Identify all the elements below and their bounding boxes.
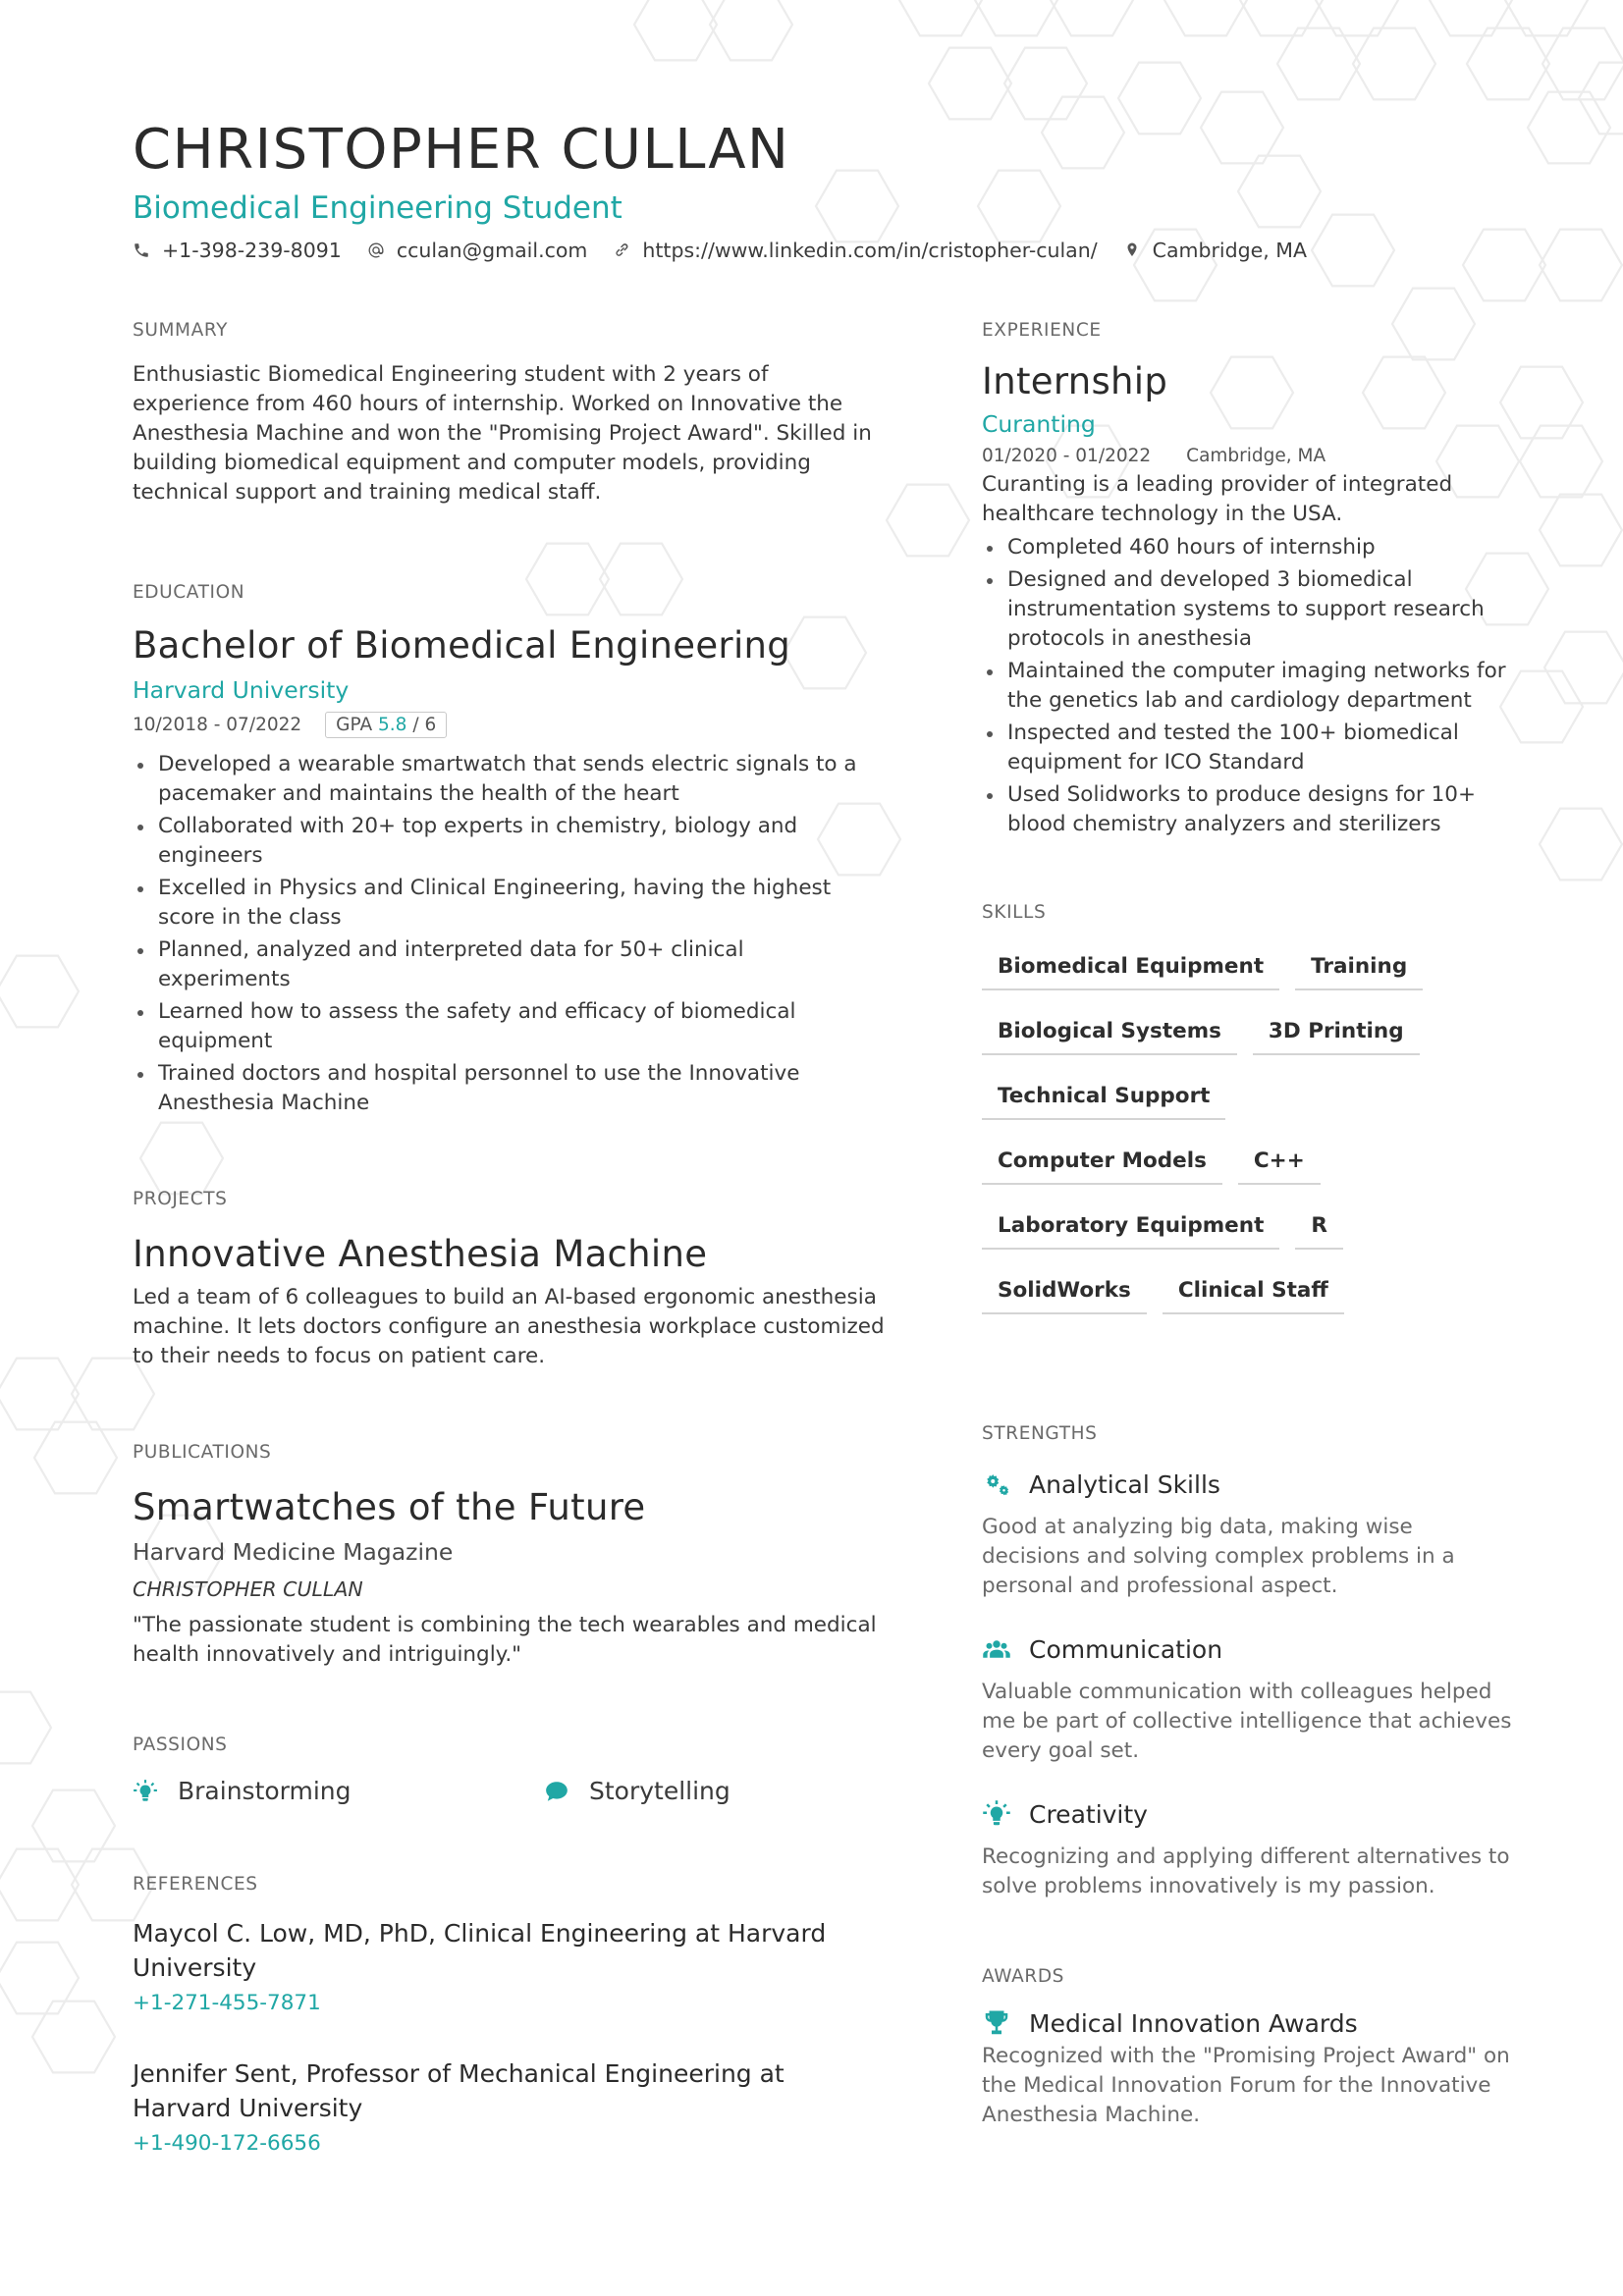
strength-title-text: Analytical Skills bbox=[1029, 1469, 1220, 1499]
location-pin-icon bbox=[1123, 241, 1141, 259]
strength-item bbox=[982, 1634, 1512, 1766]
skills-section bbox=[982, 902, 1512, 1343]
skill-tag: Training bbox=[1295, 954, 1423, 990]
gpa-max: / 6 bbox=[412, 715, 437, 735]
school-name: Harvard University bbox=[133, 676, 350, 704]
summary-heading: SUMMARY bbox=[133, 320, 229, 341]
skill-tag: C++ bbox=[1238, 1148, 1321, 1185]
candidate-name: CHRISTOPHER CULLAN bbox=[133, 118, 790, 182]
skill-tag: SolidWorks bbox=[982, 1278, 1147, 1314]
list-item: Developed a wearable smartwatch that sends electric signals to a pacemaker and maintains the health of the heart bbox=[133, 750, 879, 809]
skill-tag: Biomedical Equipment bbox=[982, 954, 1279, 990]
award-description: Recognized with the "Promising Project Award" on the Medical Innovation Forum for the Innovative Anesthesia Machine. bbox=[982, 2044, 1510, 2127]
contact-phone[interactable] bbox=[133, 239, 342, 262]
gears-icon bbox=[982, 1469, 1011, 1499]
award-title bbox=[982, 2008, 1512, 2038]
publications-section bbox=[133, 1442, 889, 1670]
speech-bubble-icon bbox=[544, 1779, 569, 1804]
experience-bullets bbox=[982, 533, 1512, 839]
projects-heading: PROJECTS bbox=[133, 1189, 228, 1209]
passion-label: Brainstorming bbox=[178, 1777, 352, 1805]
strengths-heading: STRENGTHS bbox=[982, 1423, 1098, 1444]
reference-name: Maycol C. Low, MD, PhD, Clinical Engineering at Harvard University bbox=[133, 1919, 827, 1982]
gpa-value: 5.8 bbox=[378, 715, 407, 735]
experience-meta bbox=[982, 446, 1512, 466]
skills-list bbox=[982, 954, 1492, 1343]
publication-publisher: Harvard Medicine Magazine bbox=[133, 1538, 454, 1566]
reference-item bbox=[133, 1916, 889, 2015]
skill-tag: Technical Support bbox=[982, 1084, 1225, 1120]
skills-heading: SKILLS bbox=[982, 902, 1047, 923]
strength-title bbox=[982, 1634, 1512, 1664]
award-title-text: Medical Innovation Awards bbox=[1029, 2008, 1358, 2038]
projects-section bbox=[133, 1189, 889, 1371]
list-item: Maintained the computer imaging networks for the genetics lab and cardiology department bbox=[982, 657, 1512, 716]
experience-role: Internship bbox=[982, 360, 1168, 402]
location-text: Cambridge, MA bbox=[1152, 239, 1308, 262]
strength-description: Valuable communication with colleagues helped me be part of collective intelligence that achieves every goal set. bbox=[982, 1680, 1512, 1763]
skill-tag: Laboratory Equipment bbox=[982, 1213, 1279, 1250]
publication-title: Smartwatches of the Future bbox=[133, 1486, 646, 1528]
list-item: Collaborated with 20+ top experts in chemistry, biology and engineers bbox=[133, 812, 879, 871]
right-column bbox=[982, 320, 1512, 2130]
list-item: Used Solidworks to produce designs for 10+ blood chemistry analyzers and sterilizers bbox=[982, 780, 1512, 839]
passion-item bbox=[133, 1777, 544, 1805]
list-item: Excelled in Physics and Clinical Engineering, having the highest score in the class bbox=[133, 874, 879, 933]
list-item: Planned, analyzed and interpreted data for 50+ clinical experiments bbox=[133, 935, 879, 994]
experience-dates: 01/2020 - 01/2022 bbox=[982, 446, 1152, 466]
project-text: Led a team of 6 colleagues to build an AI-based ergonomic anesthesia machine. It lets doctors configure an anesthesia workplace customized to their needs to focus on patient care. bbox=[133, 1285, 885, 1368]
strengths-section bbox=[982, 1423, 1512, 1901]
awards-heading: AWARDS bbox=[982, 1966, 1065, 1987]
reference-phone[interactable]: +1-271-455-7871 bbox=[133, 1991, 321, 2015]
passions-section bbox=[133, 1735, 889, 1805]
list-item: Designed and developed 3 biomedical instrumentation systems to support research protocols in anesthesia bbox=[982, 565, 1512, 654]
references-heading: REFERENCES bbox=[133, 1874, 258, 1895]
list-item: Trained doctors and hospital personnel to use the Innovative Anesthesia Machine bbox=[133, 1059, 879, 1118]
education-heading: EDUCATION bbox=[133, 582, 245, 603]
trophy-icon bbox=[982, 2008, 1011, 2038]
publication-quote: "The passionate student is combining the tech wearables and medical health innovatively and intriguingly." bbox=[133, 1613, 877, 1667]
publications-heading: PUBLICATIONS bbox=[133, 1442, 272, 1463]
strength-description: Recognizing and applying different alternatives to solve problems innovatively is my passion. bbox=[982, 1844, 1510, 1898]
strength-title-text: Creativity bbox=[1029, 1799, 1148, 1829]
experience-heading: EXPERIENCE bbox=[982, 320, 1102, 341]
contact-email[interactable] bbox=[367, 239, 588, 262]
experience-company: Curanting bbox=[982, 410, 1096, 438]
references-section bbox=[133, 1874, 889, 2156]
strength-description: Good at analyzing big data, making wise decisions and solving complex problems in a personal and professional aspect. bbox=[982, 1515, 1455, 1598]
strength-title-text: Communication bbox=[1029, 1634, 1223, 1664]
summary-section bbox=[133, 320, 889, 507]
awards-section bbox=[982, 1966, 1512, 2130]
phone-text: +1-398-239-8091 bbox=[162, 239, 342, 262]
degree-title: Bachelor of Biomedical Engineering bbox=[133, 624, 791, 667]
experience-description: Curanting is a leading provider of integrated healthcare technology in the USA. bbox=[982, 472, 1453, 526]
education-section bbox=[133, 582, 889, 1118]
skill-tag: Computer Models bbox=[982, 1148, 1222, 1185]
list-item: Learned how to assess the safety and efficacy of biomedical equipment bbox=[133, 997, 879, 1056]
passion-item bbox=[544, 1777, 730, 1805]
reference-name: Jennifer Sent, Professor of Mechanical Engineering at Harvard University bbox=[133, 2059, 784, 2122]
passions-list bbox=[133, 1777, 889, 1805]
contact-location bbox=[1123, 239, 1307, 262]
experience-location: Cambridge, MA bbox=[1186, 446, 1326, 466]
project-title: Innovative Anesthesia Machine bbox=[133, 1233, 708, 1275]
gpa-label: GPA bbox=[336, 715, 373, 735]
strength-title bbox=[982, 1799, 1512, 1829]
skill-tag: R bbox=[1295, 1213, 1343, 1250]
list-item: Inspected and tested the 100+ biomedical equipment for ICO Standard bbox=[982, 719, 1512, 777]
education-meta bbox=[133, 712, 889, 738]
people-icon bbox=[982, 1634, 1011, 1664]
education-bullets bbox=[133, 750, 879, 1118]
publication-author: CHRISTOPHER CULLAN bbox=[133, 1577, 363, 1601]
skill-tag: Biological Systems bbox=[982, 1019, 1237, 1055]
contact-bar bbox=[133, 239, 1332, 262]
left-column bbox=[133, 320, 889, 2156]
summary-text: Enthusiastic Biomedical Engineering student with 2 years of experience from 460 hours of internship. Worked on Innovative the Anesthesia Machine and won the "Promising Project Award". Skilled in building biomedical equipment and computer models, providing technical support and training medical staff. bbox=[133, 362, 872, 505]
experience-section bbox=[982, 320, 1512, 839]
reference-phone[interactable]: +1-490-172-6656 bbox=[133, 2131, 321, 2156]
gpa-badge bbox=[325, 712, 447, 738]
passions-heading: PASSIONS bbox=[133, 1735, 228, 1755]
email-text: cculan@gmail.com bbox=[396, 239, 588, 262]
education-dates: 10/2018 - 07/2022 bbox=[133, 715, 302, 735]
lightbulb-icon bbox=[982, 1799, 1011, 1829]
candidate-title: Biomedical Engineering Student bbox=[133, 190, 622, 226]
link-icon bbox=[613, 241, 630, 259]
strength-item bbox=[982, 1469, 1512, 1601]
contact-linkedin[interactable] bbox=[613, 239, 1097, 262]
strength-item bbox=[982, 1799, 1512, 1901]
phone-icon bbox=[133, 241, 150, 259]
list-item: Completed 460 hours of internship bbox=[982, 533, 1512, 562]
strength-title bbox=[982, 1469, 1512, 1499]
reference-item bbox=[133, 2056, 889, 2156]
skill-tag: Clinical Staff bbox=[1163, 1278, 1344, 1314]
skill-tag: 3D Printing bbox=[1253, 1019, 1420, 1055]
at-icon bbox=[367, 241, 385, 259]
linkedin-text: https://www.linkedin.com/in/cristopher-culan/ bbox=[642, 239, 1098, 262]
passion-label: Storytelling bbox=[589, 1777, 730, 1805]
lightbulb-icon bbox=[133, 1779, 158, 1804]
